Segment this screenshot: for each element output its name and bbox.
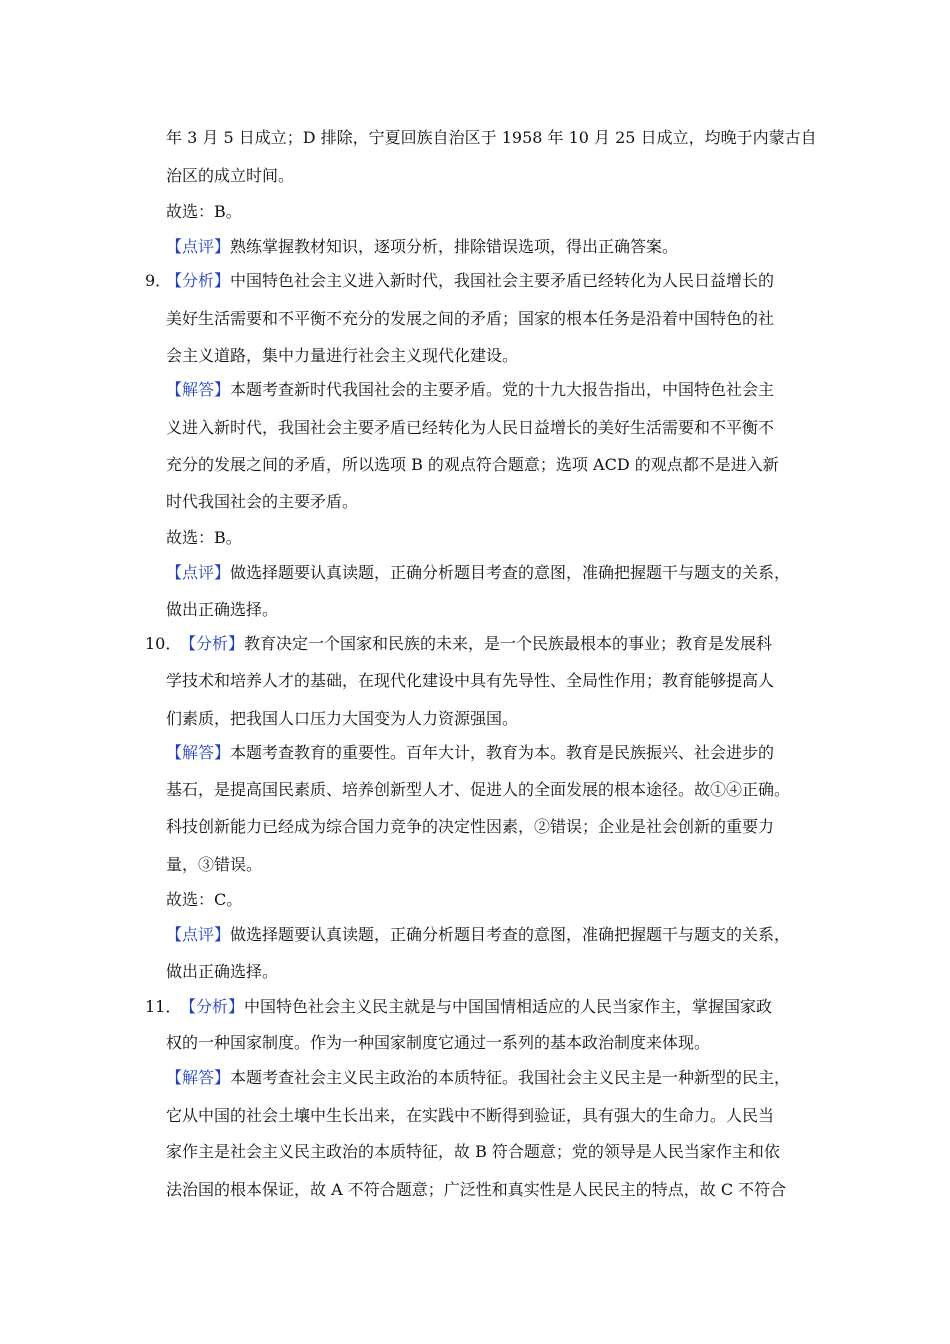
item9-answer-line-1	[166, 380, 774, 400]
comment-text: 做选择题要认真读题，正确分析题目考查的意图，准确把握题干与题支的关系，	[230, 563, 791, 582]
item11-answer-line-3: 家作主是社会主义民主政治的本质特征，故 B 符合题意；党的领导是人民当家作主和依	[166, 1142, 780, 1161]
item9-analysis-line-2: 美好生活需要和不平衡不充分的发展之间的矛盾；国家的根本任务是沿着中国特色的社	[166, 309, 775, 328]
item9-answer-line-2: 义进入新时代，我国社会主要矛盾已经转化为人民日益增长的美好生活需要和不平衡不	[166, 418, 775, 437]
item10-analysis-line-1	[180, 634, 772, 654]
item8-comment	[166, 237, 678, 257]
analysis-tag: 【分析】	[180, 634, 245, 653]
item9-analysis-line-3: 会主义道路，集中力量进行社会主义现代化建设。	[166, 346, 519, 365]
item10-comment-line-1	[166, 925, 790, 945]
comment-text: 熟练掌握教材知识，逐项分析，排除错误选项，得出正确答案。	[230, 237, 679, 256]
comment-tag: 【点评】	[166, 563, 231, 582]
comment-tag: 【点评】	[166, 237, 231, 256]
item10-answer-line-3: 科技创新能力已经成为综合国力竞争的决定性因素，②错误；企业是社会创新的重要力	[166, 817, 775, 836]
item10-choice: 故选：C。	[166, 890, 243, 909]
item11-answer-line-2: 它从中国的社会土壤中生长出来，在实践中不断得到验证，具有强大的生命力。人民当	[166, 1106, 775, 1125]
answer-text: 本题考查教育的重要性。百年大计，教育为本。教育是民族振兴、社会进步的	[230, 743, 775, 762]
answer-tag: 【解答】	[166, 743, 231, 762]
item10-analysis-line-3: 们素质，把我国人口压力大国变为人力资源强国。	[166, 709, 519, 728]
item10-analysis-line-2: 学技术和培养人才的基础，在现代化建设中具有先导性、全局性作用；教育能够提高人	[166, 671, 775, 690]
item9-comment-line-1	[166, 563, 790, 583]
item9-comment-line-2: 做出正确选择。	[166, 600, 279, 619]
item10-comment-line-2: 做出正确选择。	[166, 962, 279, 981]
analysis-text: 教育决定一个国家和民族的未来，是一个民族最根本的事业；教育是发展科	[244, 634, 773, 653]
analysis-text: 中国特色社会主义民主就是与中国国情相适应的人民当家作主，掌握国家政	[244, 997, 773, 1016]
item11-answer-line-1	[166, 1068, 790, 1088]
analysis-tag: 【分析】	[180, 997, 245, 1016]
answer-tag: 【解答】	[166, 380, 231, 399]
item11-answer-line-4: 法治国的根本保证，故 A 不符合题意；广泛性和真实性是人民民主的特点，故 C 不符合	[166, 1180, 787, 1199]
item10-answer-line-4: 量，③错误。	[166, 855, 263, 874]
comment-tag: 【点评】	[166, 925, 231, 944]
item9-analysis-line-1	[166, 271, 774, 291]
item11-number: 11．	[145, 997, 182, 1016]
answer-text: 本题考查社会主义民主政治的本质特征。我国社会主义民主是一种新型的民主，	[230, 1068, 791, 1087]
item10-answer-line-1	[166, 743, 774, 763]
item11-analysis-line-2: 权的一种国家制度。作为一种国家制度它通过一系列的基本政治制度来体现。	[166, 1033, 711, 1052]
item11-analysis-line-1	[180, 997, 772, 1017]
item9-choice: 故选：B。	[166, 528, 242, 547]
answer-text: 本题考查新时代我国社会的主要矛盾。党的十九大报告指出，中国特色社会主	[230, 380, 775, 399]
item9-answer-line-4: 时代我国社会的主要矛盾。	[166, 492, 359, 511]
item10-answer-line-2: 基石，是提高国民素质、培养创新型人才、促进人的全面发展的根本途径。故①④正确。	[166, 780, 791, 799]
item9-answer-line-3: 充分的发展之间的矛盾，所以选项 B 的观点符合题意；选项 ACD 的观点都不是进入新	[166, 455, 779, 474]
item10-number: 10．	[145, 634, 182, 653]
item9-number: 9．	[145, 271, 172, 290]
answer-tag: 【解答】	[166, 1068, 231, 1087]
comment-text: 做选择题要认真读题，正确分析题目考查的意图，准确把握题干与题支的关系，	[230, 925, 791, 944]
item8-choice: 故选：B。	[166, 202, 242, 221]
item8-answer-line-1: 年 3 月 5 日成立；D 排除，宁夏回族自治区于 1958 年 10 月 25 日成立，均晚于内蒙古自	[166, 128, 817, 147]
analysis-tag: 【分析】	[166, 271, 231, 290]
item8-answer-line-2: 治区的成立时间。	[166, 166, 295, 185]
analysis-text: 中国特色社会主义进入新时代，我国社会主要矛盾已经转化为人民日益增长的	[230, 271, 775, 290]
